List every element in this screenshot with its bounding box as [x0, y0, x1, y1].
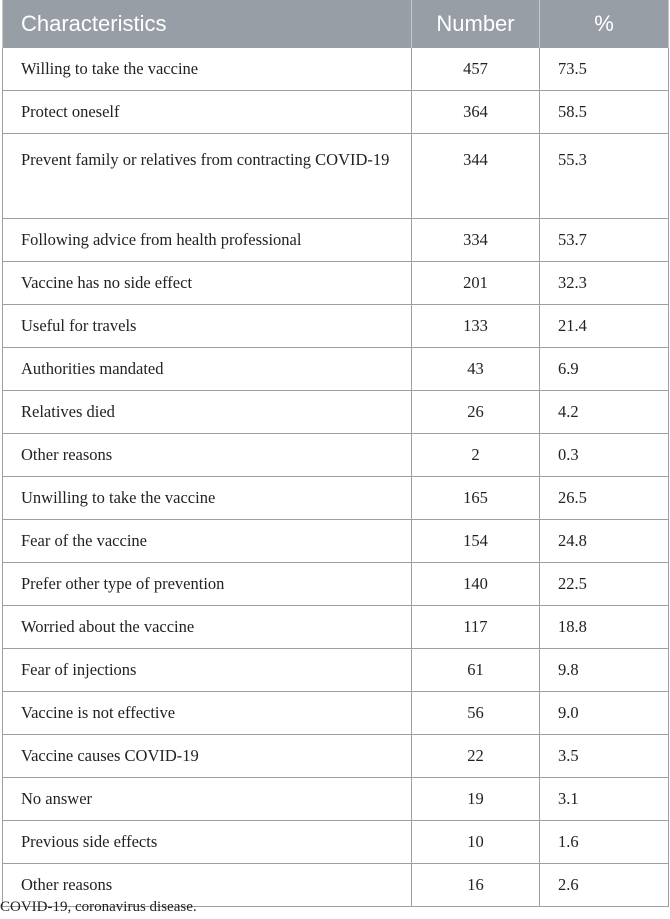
row-percent: 53.7	[540, 219, 669, 262]
row-label: Vaccine causes COVID-19	[3, 735, 412, 778]
row-number: 457	[412, 48, 540, 91]
table-body	[3, 48, 669, 907]
row-number: 334	[412, 219, 540, 262]
row-label: No answer	[3, 778, 412, 821]
table-row	[3, 391, 669, 434]
row-label: Protect oneself	[3, 91, 412, 134]
row-number: 19	[412, 778, 540, 821]
data-table	[2, 0, 669, 907]
row-number: 344	[412, 134, 540, 219]
row-percent: 1.6	[540, 821, 669, 864]
row-number: 117	[412, 606, 540, 649]
row-number: 165	[412, 477, 540, 520]
table-row	[3, 649, 669, 692]
header-characteristics: Characteristics	[3, 0, 412, 48]
row-label: Relatives died	[3, 391, 412, 434]
row-percent: 3.5	[540, 735, 669, 778]
row-label: Worried about the vaccine	[3, 606, 412, 649]
row-number: 10	[412, 821, 540, 864]
row-number: 16	[412, 864, 540, 907]
row-percent: 32.3	[540, 262, 669, 305]
row-number: 61	[412, 649, 540, 692]
table-row	[3, 91, 669, 134]
row-label: Vaccine has no side effect	[3, 262, 412, 305]
row-percent: 26.5	[540, 477, 669, 520]
row-label: Useful for travels	[3, 305, 412, 348]
row-label: Prefer other type of prevention	[3, 563, 412, 606]
row-label: Authorities mandated	[3, 348, 412, 391]
table-row	[3, 477, 669, 520]
table-row	[3, 434, 669, 477]
table-row	[3, 692, 669, 735]
row-label: Vaccine is not effective	[3, 692, 412, 735]
row-number: 140	[412, 563, 540, 606]
table-row	[3, 305, 669, 348]
row-percent: 24.8	[540, 520, 669, 563]
row-label: Other reasons	[3, 864, 412, 907]
table-row	[3, 606, 669, 649]
row-number: 43	[412, 348, 540, 391]
row-number: 56	[412, 692, 540, 735]
row-label: Fear of the vaccine	[3, 520, 412, 563]
row-label: Previous side effects	[3, 821, 412, 864]
table-row	[3, 735, 669, 778]
table-footnote: COVID-19, coronavirus disease.	[0, 899, 197, 915]
table-row	[3, 262, 669, 305]
row-label: Willing to take the vaccine	[3, 48, 412, 91]
header-percent: %	[540, 0, 669, 48]
row-percent: 3.1	[540, 778, 669, 821]
row-number: 133	[412, 305, 540, 348]
row-percent: 18.8	[540, 606, 669, 649]
row-percent: 9.0	[540, 692, 669, 735]
table-row	[3, 821, 669, 864]
table-row	[3, 778, 669, 821]
table-row	[3, 563, 669, 606]
row-number: 2	[412, 434, 540, 477]
table-row	[3, 348, 669, 391]
row-percent: 0.3	[540, 434, 669, 477]
row-label: Prevent family or relatives from contracting COVID-19	[3, 134, 412, 219]
row-percent: 4.2	[540, 391, 669, 434]
row-percent: 58.5	[540, 91, 669, 134]
table-row	[3, 520, 669, 563]
row-label: Other reasons	[3, 434, 412, 477]
table-row	[3, 48, 669, 91]
row-label: Unwilling to take the vaccine	[3, 477, 412, 520]
row-percent: 2.6	[540, 864, 669, 907]
row-label: Following advice from health professional	[3, 219, 412, 262]
row-percent: 22.5	[540, 563, 669, 606]
row-percent: 73.5	[540, 48, 669, 91]
row-number: 22	[412, 735, 540, 778]
row-number: 154	[412, 520, 540, 563]
row-number: 26	[412, 391, 540, 434]
row-percent: 55.3	[540, 134, 669, 219]
table-header	[3, 0, 669, 48]
row-percent: 9.8	[540, 649, 669, 692]
header-row	[3, 0, 669, 48]
table-row	[3, 219, 669, 262]
row-percent: 6.9	[540, 348, 669, 391]
row-label: Fear of injections	[3, 649, 412, 692]
table-row	[3, 134, 669, 219]
row-percent: 21.4	[540, 305, 669, 348]
header-number: Number	[412, 0, 540, 48]
row-number: 364	[412, 91, 540, 134]
row-number: 201	[412, 262, 540, 305]
